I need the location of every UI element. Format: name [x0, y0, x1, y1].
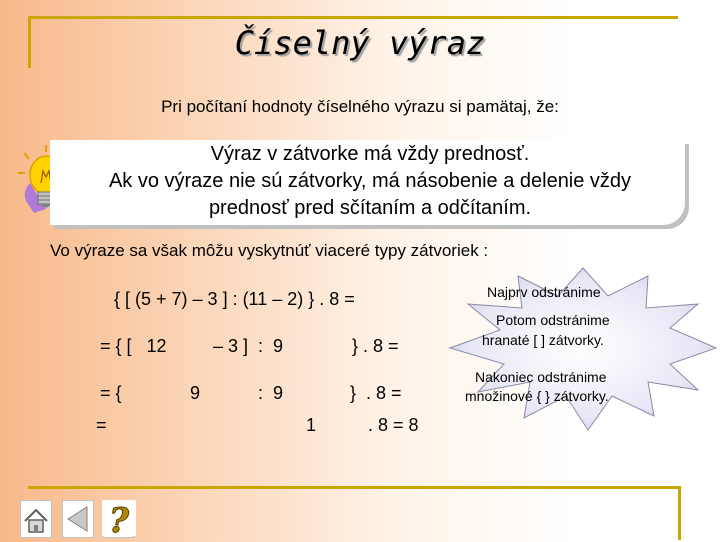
- callout-step-3-detail: množinové { } zátvorky.: [465, 388, 609, 404]
- svg-text:?: ?: [109, 501, 129, 536]
- back-arrow-icon: [63, 501, 93, 537]
- expression-line-2-end: } . 8 =: [352, 336, 399, 356]
- expression-line-1: { [ (5 + 7) – 3 ] : (11 – 2) } . 8 =: [114, 289, 355, 309]
- frame-bottom-line: [28, 486, 678, 489]
- help-button[interactable]: [102, 500, 136, 536]
- frame-top-line: [28, 16, 678, 19]
- frame-right-line: [678, 486, 681, 540]
- home-button[interactable]: [20, 500, 52, 538]
- callout-step-2-detail: hranaté [ ] zátvorky.: [482, 332, 604, 348]
- expression-line-3-start: = {: [100, 383, 122, 403]
- expression-line-4-one: 1: [306, 415, 317, 435]
- callout-step-3: Nakoniec odstránime: [475, 369, 607, 385]
- expression-line-2-middle: – 3 ] : 9: [213, 336, 284, 356]
- expression-line-4-start: =: [96, 415, 107, 435]
- intro-text: Pri počítaní hodnoty číselného výrazu si pamätaj, že:: [161, 97, 559, 116]
- slide-title: Číselný výraz: [234, 24, 486, 62]
- rule-note-text: [50, 141, 690, 222]
- previous-slide-button[interactable]: [62, 500, 94, 538]
- brackets-subtitle: Vo výraze sa však môžu vyskytnúť viaceré typy zátvoriek :: [50, 241, 489, 260]
- rule-line-2: Ak vo výraze nie sú zátvorky, má násobenie a delenie vždy: [108, 170, 632, 192]
- expression-line-2-start: = { [ 12: [100, 336, 167, 356]
- callout-step-1: Najprv odstránime: [487, 284, 601, 300]
- callout-step-2: Potom odstránime: [496, 312, 610, 328]
- rule-line-3: prednosť pred sčítaním a odčítaním.: [208, 197, 532, 219]
- expression-line-3-nine: 9: [190, 383, 201, 403]
- expression-line-3-end: } . 8 =: [350, 383, 402, 403]
- help-icon: [102, 500, 136, 536]
- expression-line-4-end: . 8 = 8: [368, 415, 419, 435]
- rule-line-1: Výraz v zátvorke má vždy prednosť.: [210, 143, 530, 165]
- expression-line-3-divide: : 9: [258, 383, 284, 403]
- home-icon: [21, 501, 51, 537]
